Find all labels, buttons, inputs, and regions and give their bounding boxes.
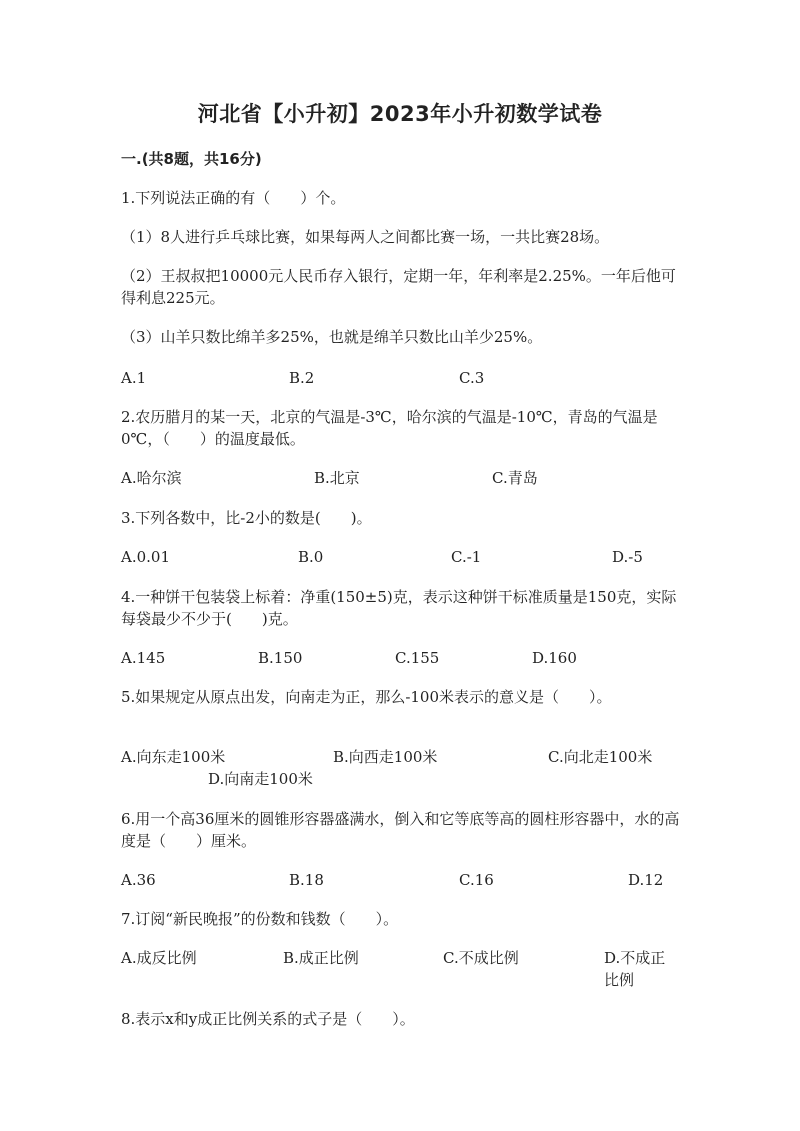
question-3-stem: 3.下列各数中，比-2小的数是( )。 bbox=[121, 509, 372, 527]
question-6-stem: 6.用一个高36厘米的圆锥形容器盛满水，倒入和它等底等高的圆柱形容器中，水的高度是（ ）厘米。 bbox=[121, 810, 680, 850]
question-7-stem: 7.订阅“新民晚报”的份数和钱数（ ）。 bbox=[121, 910, 399, 928]
question-2-stem: 2.农历腊月的某一天，北京的气温是-3℃，哈尔滨的气温是-10℃，青岛的气温是0℃，（ ）的温度最低。 bbox=[121, 408, 658, 448]
question-5-option-d: D.向南走100米 bbox=[208, 770, 313, 788]
question-7-option-a: A.成反比例 bbox=[121, 949, 197, 967]
question-7-option-d: D.不成正比例 bbox=[604, 949, 666, 989]
question-8-stem: 8.表示x和y成正比例关系的式子是（ ）。 bbox=[121, 1010, 415, 1028]
question-4-stem: 4.一种饼干包装袋上标着：净重(150±5)克，表示这种饼干标准质量是150克，实际每袋最少不少于( )克。 bbox=[121, 588, 677, 628]
question-5-option-a: A.向东走100米 bbox=[121, 748, 226, 766]
question-1-stem: 1.下列说法正确的有（ ）个。 bbox=[121, 189, 346, 207]
question-2-option-b: B.北京 bbox=[314, 469, 360, 487]
question-6-option-c: C.16 bbox=[459, 871, 494, 889]
question-6-option-b: B.18 bbox=[289, 871, 324, 889]
question-5-stem: 5.如果规定从原点出发，向南走为正，那么-100米表示的意义是（ ）。 bbox=[121, 688, 612, 706]
question-1-statement-2: （2）王叔叔把10000元人民币存入银行，定期一年，年利率是2.25%。一年后他可得利息225元。 bbox=[121, 267, 676, 307]
question-2-option-c: C.青岛 bbox=[492, 469, 538, 487]
question-3-option-d: D.-5 bbox=[612, 548, 643, 566]
question-6-option-d: D.12 bbox=[628, 871, 664, 889]
question-7-option-c: C.不成比例 bbox=[443, 949, 519, 967]
question-4-option-c: C.155 bbox=[395, 649, 440, 667]
question-7-option-b: B.成正比例 bbox=[283, 949, 359, 967]
question-1-statement-3: （3）山羊只数比绵羊多25%，也就是绵羊只数比山羊少25%。 bbox=[121, 328, 543, 346]
question-4-option-b: B.150 bbox=[258, 649, 303, 667]
page-title: 河北省【小升初】2023年小升初数学试卷 bbox=[197, 102, 603, 126]
question-1-statement-1: （1）8人进行乒乓球比赛，如果每两人之间都比赛一场，一共比赛28场。 bbox=[121, 228, 610, 246]
question-3-option-c: C.-1 bbox=[451, 548, 482, 566]
question-5-option-b: B.向西走100米 bbox=[333, 748, 438, 766]
question-6-option-a: A.36 bbox=[121, 871, 156, 889]
question-4-option-a: A.145 bbox=[121, 649, 166, 667]
question-3-option-a: A.0.01 bbox=[121, 548, 170, 566]
question-3-option-b: B.0 bbox=[298, 548, 324, 566]
question-4-option-d: D.160 bbox=[532, 649, 577, 667]
question-1-option-b: B.2 bbox=[289, 369, 315, 387]
question-5-option-c: C.向北走100米 bbox=[548, 748, 653, 766]
section-heading: 一.(共8题，共16分) bbox=[121, 150, 262, 168]
question-1-option-a: A.1 bbox=[121, 369, 147, 387]
question-1-option-c: C.3 bbox=[459, 369, 485, 387]
question-2-option-a: A.哈尔滨 bbox=[121, 469, 182, 487]
